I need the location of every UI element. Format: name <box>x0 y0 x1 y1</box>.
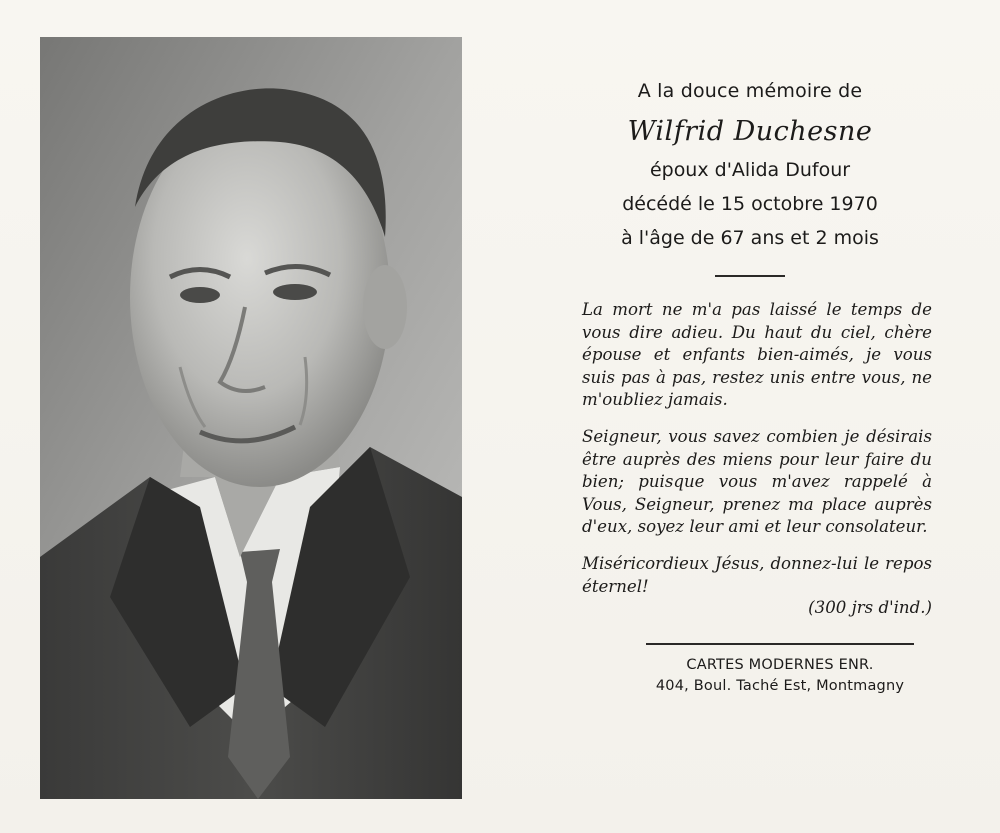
prayer-paragraph-2: Seigneur, vous savez combien je désirais être auprès des miens pour leur faire du bien; puisque vous m'avez rappelé à Vous, Seigneur, prenez ma place auprès d'eux, soyez leur ami et leur consolateur. <box>582 426 932 537</box>
portrait-illustration <box>40 37 462 799</box>
death-date-line: décédé le 15 octobre 1970 <box>622 193 878 215</box>
prayer-paragraph-1: La mort ne m'a pas laissé le temps de vous dire adieu. Du haut du ciel, chère épouse et enfants bien-aimés, je vous suis pas à pas, restez unis entre vous, ne m'oubliez jamais. <box>582 300 932 410</box>
spouse-line: époux d'Alida Dufour <box>649 159 851 181</box>
deceased-name: Wilfrid Duchesne <box>627 116 873 147</box>
prayer-paragraph-3: Miséricordieux Jésus, donnez-lui le repos éternel! <box>582 553 932 596</box>
intro-line: A la douce mémoire de <box>637 80 863 102</box>
portrait-photo <box>40 37 462 799</box>
age-line: à l'âge de 67 ans et 2 mois <box>621 227 879 249</box>
printer-name: CARTES MODERNES ENR. <box>686 657 874 674</box>
printer-info <box>630 655 930 697</box>
printer-address: 404, Boul. Taché Est, Montmagny <box>655 678 905 695</box>
divider <box>715 275 785 277</box>
memorial-text <box>560 70 940 697</box>
divider-bottom <box>646 643 914 645</box>
indulgence-note: (300 jrs d'ind.) <box>808 598 932 618</box>
